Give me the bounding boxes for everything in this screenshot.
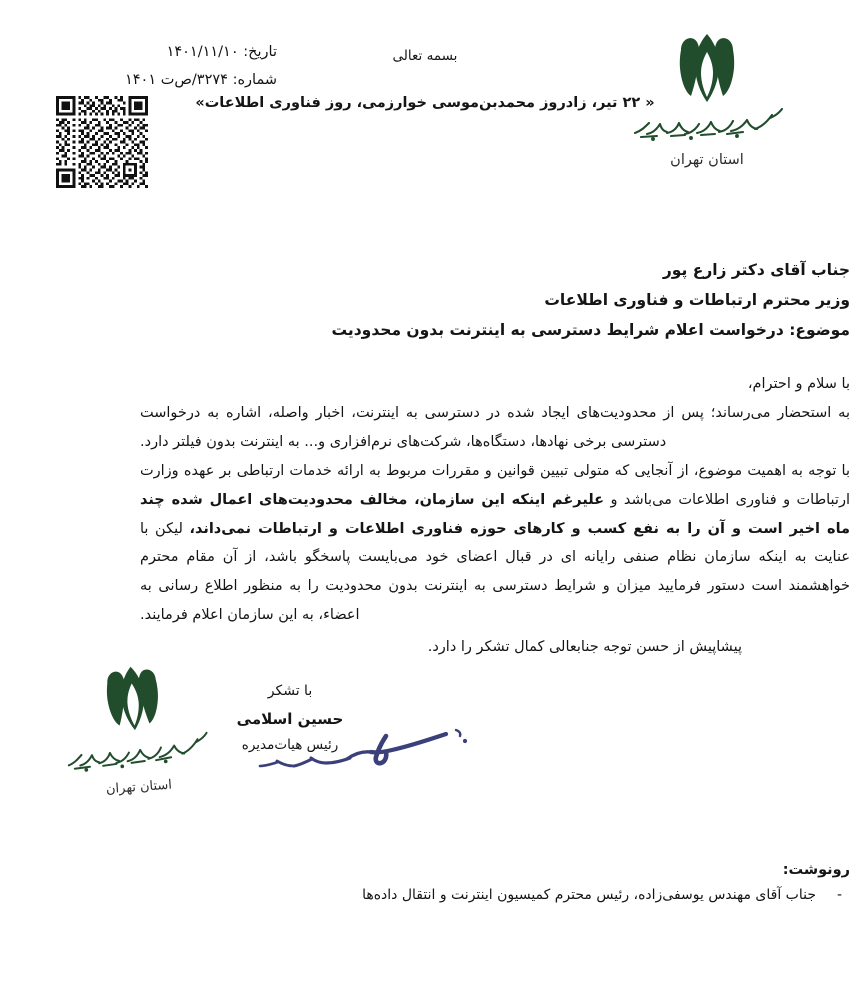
stamp-province-label: استان تهران bbox=[105, 777, 173, 798]
cc-bullet-icon: - bbox=[836, 887, 842, 903]
handwritten-signature-icon bbox=[250, 714, 480, 784]
cc-list-item bbox=[60, 884, 850, 908]
organization-script-name-icon bbox=[627, 106, 787, 146]
paragraph-2-tail: لیکن با عنایت به اینکه سازمان نظام صنفی رایانه ای در قبال اعضای خود می‌بایست پاسخگو باشد، از آن مقام محترم خواهشمند است دستور فرمایید میزان و شرایط دسترسی به اینترنت بدون محدودیت را به منظور اطلاع رسانی به اعضاء، به این سازمان اعلام فرمایند. bbox=[140, 520, 850, 623]
cc-list bbox=[60, 884, 850, 908]
document-meta bbox=[42, 38, 277, 95]
greeting-line: با سلام و احترام، bbox=[747, 376, 850, 392]
addressee-title: وزیر محترم ارتباطات و فناوری اطلاعات bbox=[544, 290, 850, 309]
carbon-copy-block bbox=[60, 862, 850, 908]
organization-stamp-script-icon bbox=[59, 729, 213, 780]
date-value: ۱۴۰۱/۱۱/۱۰ bbox=[166, 44, 239, 60]
letter-body bbox=[70, 372, 850, 661]
paragraph-2-lead: با توجه به اهمیت موضوع، از آنجایی که متولی تبیین قوانین و مقررات مربوط به ارائه خدمات ارتباطی بر عهده وزارت ارتباطات و فناوری اطلاعات می‌باشد و bbox=[140, 463, 850, 509]
organization-emblem-icon bbox=[661, 34, 753, 112]
addressee-block bbox=[70, 256, 850, 345]
organization-logo bbox=[622, 34, 792, 168]
signatory-role: رئیس هیات‌مدیره bbox=[241, 737, 339, 754]
basmala-text: بسمه تعالی bbox=[392, 48, 458, 64]
cc-item-label: جناب آقای مهندس یوسفی‌زاده، رئیس محترم کمیسیون اینترنت و انتقال داده‌ها bbox=[362, 887, 816, 903]
closing-line: پیشاپیش از حسن توجه جنابعالی کمال تشکر را دارد. bbox=[427, 638, 742, 655]
year-slogan: « ۲۲ تیر، زادروز محمدبن‌موسی خوارزمی، روز فناوری اطلاعات» bbox=[195, 95, 655, 111]
body-paragraph-1: به استحضار می‌رساند؛ پس از محدودیت‌های ایجاد شده در دسترسی به اینترنت، اخبار واصله، اشاره به درخواست دسترسی برخی نهادها، دستگاه‌ها، شرکت‌های نرم‌افزاری و... به اینترنت بدون فیلتر دارد. bbox=[140, 404, 850, 450]
logo-province-label: استان تهران bbox=[670, 152, 744, 168]
number-label: شماره: bbox=[232, 72, 277, 89]
body-paragraph-2 bbox=[140, 457, 850, 629]
organization-stamp bbox=[36, 660, 235, 802]
date-label: تاریخ: bbox=[243, 44, 277, 60]
number-row bbox=[42, 66, 277, 94]
signatory-name: حسین اسلامی bbox=[236, 709, 344, 728]
letter-header bbox=[0, 0, 850, 200]
number-value: ۳۲۷۴/ص‌ت ۱۴۰۱ bbox=[124, 72, 228, 89]
cc-title: رونوشت: bbox=[782, 862, 850, 878]
addressee-name: جناب آقای دکتر زارع پور bbox=[662, 261, 850, 279]
paragraph-2-emphasis: علیرغم اینکه این سازمان، مخالف محدودیت‌های اعمال شده چند ماه اخیر است و آن را به نفع کسب و کارهای حوزه فناوری اطلاعات و ارتباطات نمی‌داند، bbox=[140, 492, 850, 537]
signature-thanks: با تشکر bbox=[267, 683, 313, 699]
letter-subject: موضوع: درخواست اعلام شرایط دسترسی به اینترنت بدون محدودیت bbox=[331, 320, 850, 339]
